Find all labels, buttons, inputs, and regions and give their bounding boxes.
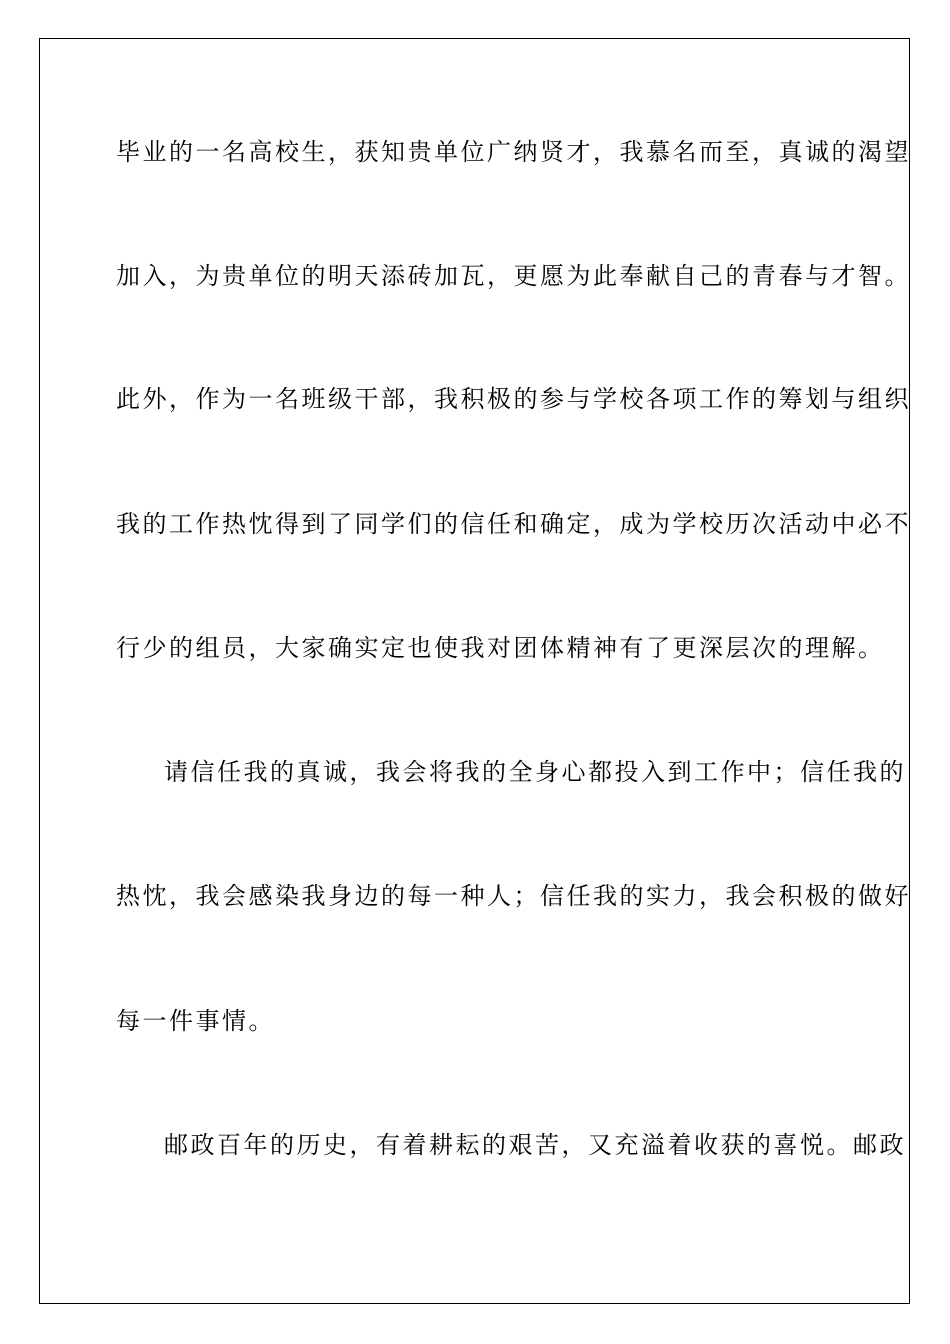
text-line: 每一件事情。 [116, 1007, 275, 1035]
page-border [39, 38, 910, 1304]
paragraph-first-line: 请信任我的真诚，我会将我的全身心都投入到工作中；信任我的 [164, 758, 906, 786]
text-line: 热忱，我会感染我身边的每一种人；信任我的实力，我会积极的做好 [116, 882, 911, 910]
text-line: 加入，为贵单位的明天添砖加瓦，更愿为此奉献自己的青春与才智。 [116, 262, 911, 290]
text-line: 行少的组员，大家确实定也使我对团体精神有了更深层次的理解。 [116, 634, 885, 662]
text-line: 此外，作为一名班级干部，我积极的参与学校各项工作的筹划与组织 [116, 385, 911, 413]
paragraph-first-line: 邮政百年的历史，有着耕耘的艰苦，又充溢着收获的喜悦。邮政 [164, 1131, 906, 1159]
text-line: 我的工作热忱得到了同学们的信任和确定，成为学校历次活动中必不 [116, 510, 911, 538]
text-line: 毕业的一名高校生，获知贵单位广纳贤才，我慕名而至，真诚的渴望 [116, 138, 911, 166]
